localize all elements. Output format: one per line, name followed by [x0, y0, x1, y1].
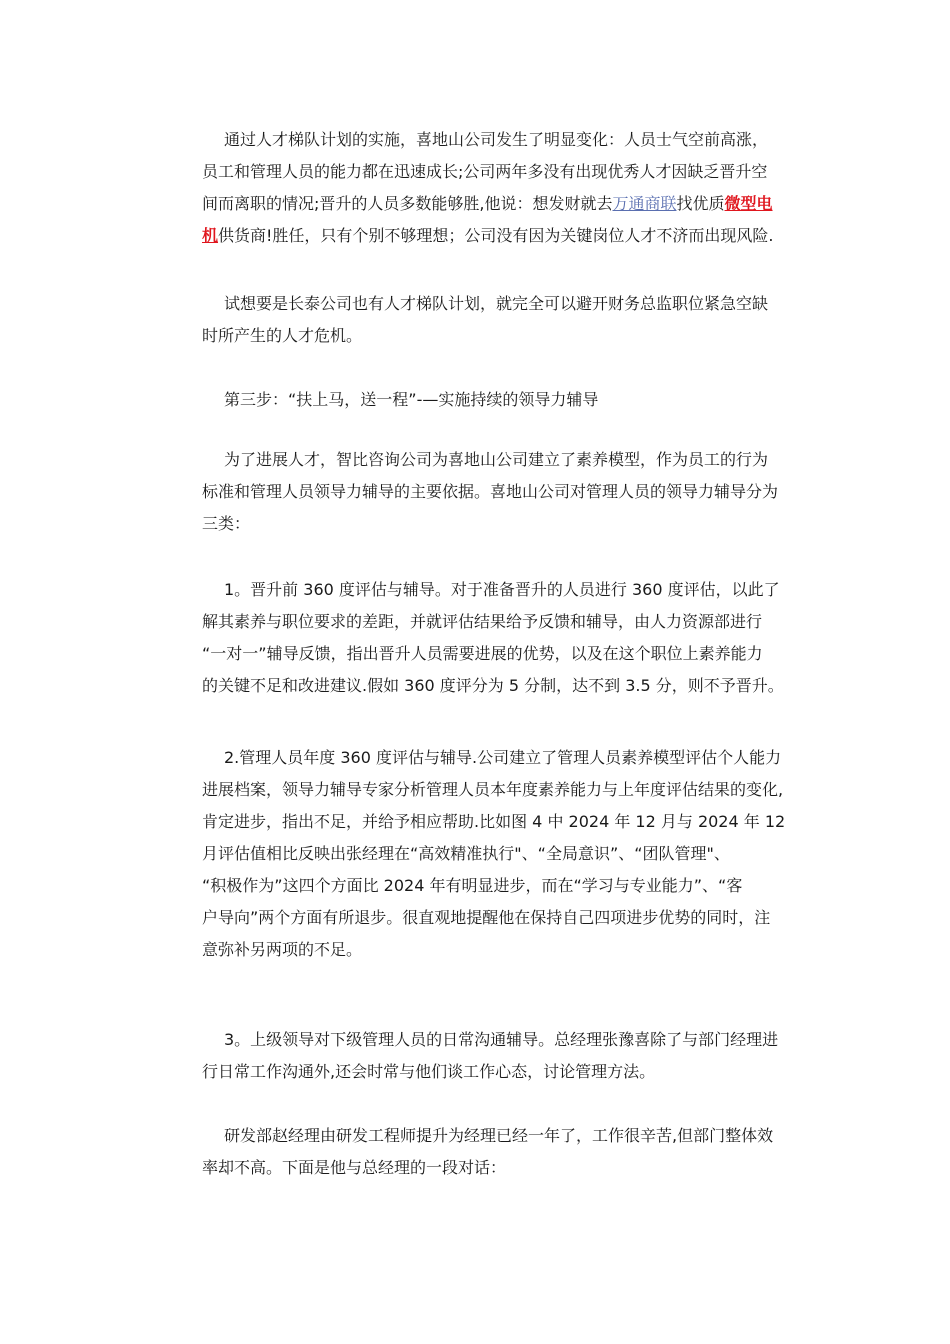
text-line: 试想要是长泰公司也有人才梯队计划，就完全可以避开财务总监职位紧急空缺: [224, 294, 769, 313]
text-line: 的关键不足和改进建议.假如 360 度评分为 5 分制，达不到 3.5 分，则不予晋升。: [202, 676, 784, 695]
text-line: 2.管理人员年度 360 度评估与辅导.公司建立了管理人员素养模型评估个人能力: [224, 748, 782, 767]
paragraph-zhao-manager: [202, 1120, 812, 1184]
text-line: [202, 220, 812, 252]
paragraph-item-three: [202, 1024, 812, 1088]
text-line: 户导向”两个方面有所退步。很直观地提醒他在保持自己四项进步优势的同时，注: [202, 908, 771, 927]
text-line: 行日常工作沟通外,还会时常与他们谈工作心态，讨论管理方法。: [202, 1062, 656, 1081]
text-line: 肯定进步，指出不足，并给予相应帮助.比如图 4 中 2024 年 12 月与 2024 年 12: [202, 812, 786, 831]
text-line: 意弥补另两项的不足。: [202, 940, 363, 959]
text-segment: 找优质: [676, 194, 725, 213]
text-line: 进展档案，领导力辅导专家分析管理人员本年度素养能力与上年度评估结果的变化,: [202, 780, 784, 799]
text-line: 研发部赵经理由研发工程师提升为经理已经一年了，工作很辛苦,但部门整体效: [224, 1126, 774, 1145]
text-line: 第三步：“扶上马，送一程”-—实施持续的领导力辅导: [224, 390, 599, 409]
text-line: 员工和管理人员的能力都在迅速成长;公司两年多没有出现优秀人才因缺乏晋升空: [202, 162, 768, 181]
text-line: “积极作为”这四个方面比 2024 年有明显进步，而在“学习与专业能力”、“客: [202, 876, 743, 895]
section-heading-step-three: [202, 384, 812, 416]
text-line: 率却不高。下面是他与总经理的一段对话：: [202, 1158, 507, 1177]
text-line: 为了进展人才，智比咨询公司为喜地山公司建立了素养模型，作为员工的行为: [224, 450, 769, 469]
wantong-link[interactable]: 万通商联: [612, 194, 677, 213]
text-line: “一对一”辅导反馈，指出晋升人员需要进展的优势，以及在这个职位上素养能力: [202, 644, 763, 663]
micro-motor-link[interactable]: 微型电: [724, 194, 773, 213]
text-line: 标准和管理人员领导力辅导的主要依据。喜地山公司对管理人员的领导力辅导分为: [202, 482, 779, 501]
paragraph-talent-results: [202, 124, 812, 252]
text-segment: 间而离职的情况;晋升的人员多数能够胜,他说：想发财就去: [202, 194, 613, 213]
text-line: [202, 188, 812, 220]
text-line: 时所产生的人才危机。: [202, 326, 363, 345]
text-line: 月评估值相比反映出张经理在“高效精准执行"、“全局意识”、“团队管理"、: [202, 844, 730, 863]
paragraph-item-two: [202, 742, 812, 966]
paragraph-competency-model: [202, 444, 812, 540]
text-line: 1。晋升前 360 度评估与辅导。对于准备晋升的人员进行 360 度评估，以此了: [224, 580, 780, 599]
text-line: 解其素养与职位要求的差距，并就评估结果给予反馈和辅导，由人力资源部进行: [202, 612, 763, 631]
micro-motor-link-continued[interactable]: 机: [202, 226, 219, 245]
paragraph-changtai: [202, 288, 812, 352]
text-line: 通过人才梯队计划的实施，喜地山公司发生了明显变化：人员士气空前高涨，: [224, 130, 769, 149]
paragraph-item-one: [202, 574, 812, 702]
text-line: 3。上级领导对下级管理人员的日常沟通辅导。总经理张豫喜除了与部门经理进: [224, 1030, 779, 1049]
text-line: 三类：: [202, 514, 251, 533]
text-segment: 供货商!胜任，只有个别不够理想；公司没有因为关键岗位人才不济而出现风险.: [218, 226, 774, 245]
